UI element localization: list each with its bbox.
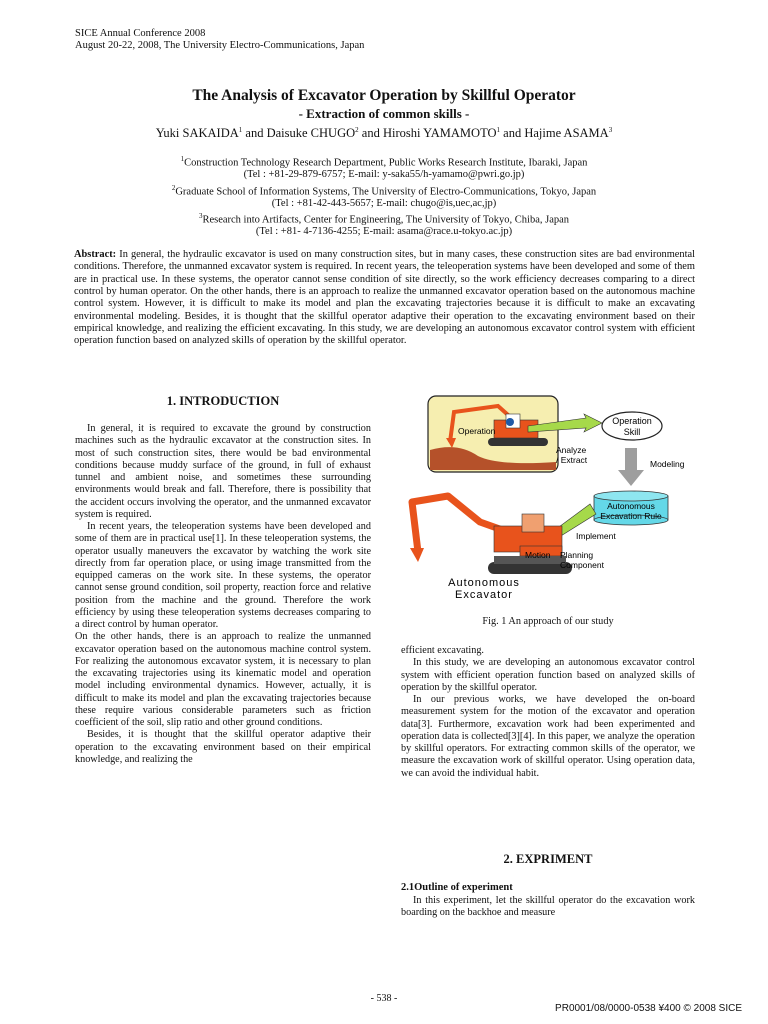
paragraph: efficient excavating. <box>401 645 484 656</box>
author-list <box>0 126 768 141</box>
paragraph: In recent years, the teleoperation systems have been developed and some of them are in practical use[1]. In these teleoperation systems, the operator usually maneuvers the excavator by watching the work site directly from far operation place, or using image transmitted from the equipped cameras on the work site. In these systems, the operator cannot sense ground condition, soil property, reaction force and relative position from the machine and the ground. Therefore the work efficiency by using these teleoperation systems decreases comparing to a direct control by human operator. <box>75 521 371 630</box>
abstract <box>74 249 695 348</box>
affiliation-contact-2: (Tel : +81-42-443-5657; E-mail: chugo@is,uec,ac,jp) <box>271 198 497 209</box>
affiliation-contact-1: (Tel : +81-29-879-6757; E-mail: y-saka55/h-yamamo@pwri.go.jp) <box>243 169 525 180</box>
left-column <box>75 423 371 766</box>
paragraph: In this study, we are developing an autonomous excavator control system with efficient operation function based on analyzed skills of operation by the skillful operator. <box>401 657 695 693</box>
paragraph: In this experiment, let the skillful operator do the excavation work boarding on the backhoe and measure <box>401 895 695 919</box>
abstract-text: In general, the hydraulic excavator is used on many construction sites, but in many cases, these construction sites are bad environmental conditions. Therefore, the unmanned excavator system is required. In recent years, the teleoperation systems have been developed and some of them are in practical use. In these systems, the operator cannot sense condition of site directly, so the work efficiency decreases comparing to a direct control by human operator. On the other hands, there is an approach to realize the unmanned excavator operation based on the autonomous machine control system. However, it is difficult to make its model and plan the excavating trajectories because it is difficult to make an excavating environmental modeling. Besides, it is thought that the skillful operator adaptive their operation to the excavating environment based on their empirical knowledge, and realizing the efficient excavating. In this study, we are developing an autonomous excavator control system with efficient operation function based on analyzed skills of operation by the skillful operator. <box>74 249 695 347</box>
affiliation-mark: 3 <box>198 212 203 220</box>
page-number: - 538 - <box>370 993 398 1004</box>
rule-label: Excavation Rule <box>600 511 662 521</box>
affiliation-org: Research into Artifacts, Center for Engineering, The University of Tokyo, Chiba, Japan <box>202 214 570 226</box>
implement-label: Implement <box>576 531 616 541</box>
author-separator: and <box>358 126 383 141</box>
affiliation-contact-3: (Tel : +81- 4-7136-4255; E-mail: asama@race.u-tokyo.ac.jp) <box>255 226 513 237</box>
abstract-label: Abstract: <box>74 249 117 260</box>
figure-caption: Fig. 1 An approach of our study <box>482 616 614 627</box>
author: Hajime ASAMA <box>524 126 609 141</box>
autonomous-excavator-label: Autonomous <box>448 577 520 589</box>
author-affiliation-mark: 3 <box>608 126 613 134</box>
conference-date-place: August 20-22, 2008, The University Electro-Communications, Japan <box>75 40 365 51</box>
analyze-label: / Extract <box>556 455 588 465</box>
analyze-label: Analyze <box>556 445 587 455</box>
motion-label: Motion <box>525 550 551 560</box>
figure-approach <box>398 392 698 604</box>
author-affiliation-mark: 1 <box>496 126 501 134</box>
affiliation-org: Graduate School of Information Systems, The University of Electro-Communications, Tokyo, Japan <box>175 186 597 198</box>
affiliation-mark: 2 <box>171 184 176 192</box>
operation-label: Operation <box>458 426 496 436</box>
affiliation-mark: 1 <box>180 155 185 163</box>
conference-name: SICE Annual Conference 2008 <box>75 28 206 39</box>
author-separator: and <box>500 126 525 141</box>
section-heading-introduction: 1. INTRODUCTION <box>166 394 280 408</box>
paragraph: On the other hands, there is an approach to realize the unmanned excavator operation based on the autonomous machine control system. For realizing the autonomous excavator system, it is necessary to plan the excavating trajectories using its kinematic model and operation model including environmental dynamics. However, actually, it is difficult to make its model and plan the excavating trajectories because these require various considerable parameters such as friction coefficient of the soil, slip ratio and other ground conditions. <box>75 631 371 728</box>
paper-subtitle: - Extraction of common skills - <box>298 106 470 121</box>
right-column <box>401 645 695 780</box>
modeling-arrow <box>618 448 644 486</box>
paragraph: Besides, it is thought that the skillful operator adaptive their operation to the excavating environment based on their empirical knowledge, and realizing the <box>75 729 371 765</box>
operation-skill-label: Operation <box>612 416 652 426</box>
operation-skill-label: Skill <box>623 427 641 437</box>
planning-label: Component <box>560 560 604 570</box>
section-heading-expriment: 2. EXPRIMENT <box>503 852 593 866</box>
rule-label: Autonomous <box>607 501 655 511</box>
author: Hiroshi YAMAMOTO <box>382 126 497 141</box>
autonomous-excavator-illustration <box>410 496 572 574</box>
modeling-label: Modeling <box>650 459 685 469</box>
autonomous-excavator-label: Excavator <box>455 589 513 601</box>
author-affiliation-mark: 1 <box>238 126 243 134</box>
planning-label: Planning <box>560 550 594 560</box>
paragraph: In general, it is required to excavate the ground by construction machines such as the hydraulic excavator at the construction sites. In most of such construction sites, there would be bad environmental conditions because muddy surface of the ground, in full of exhaust tunnel and ambient noise, and sometimes these surrounding environments would break and fall. Therefore, there is possibility that the accident occurs involving the operator, and the unmanned excavator system is required. <box>75 423 371 520</box>
subsection-heading-outline: 2.1Outline of experiment <box>401 882 513 893</box>
author: Yuki SAKAIDA <box>155 126 239 141</box>
author: Daisuke CHUGO <box>266 126 356 141</box>
paragraph: In our previous works, we have developed the on-board measurement system for the motion of the excavator and operation data[3]. Furthermore, excavation work had been experimented and operation data is collected[3][4]. In this paper, we analyze the operation by skillful operators. For extracting common skills of the operator, we measure the excavation work of skillful operator. Using operation data, we can avoid the individual habit. <box>401 694 695 779</box>
copyright-code: PR0001/08/0000-0538 ¥400 © 2008 SICE <box>555 1003 742 1014</box>
author-affiliation-mark: 2 <box>355 126 359 134</box>
paper-title: The Analysis of Excavator Operation by Skillful Operator <box>192 87 576 104</box>
author-separator: and <box>242 126 267 141</box>
affiliation-org: Construction Technology Research Department, Public Works Research Institute, Ibaraki, Japan <box>184 157 588 169</box>
